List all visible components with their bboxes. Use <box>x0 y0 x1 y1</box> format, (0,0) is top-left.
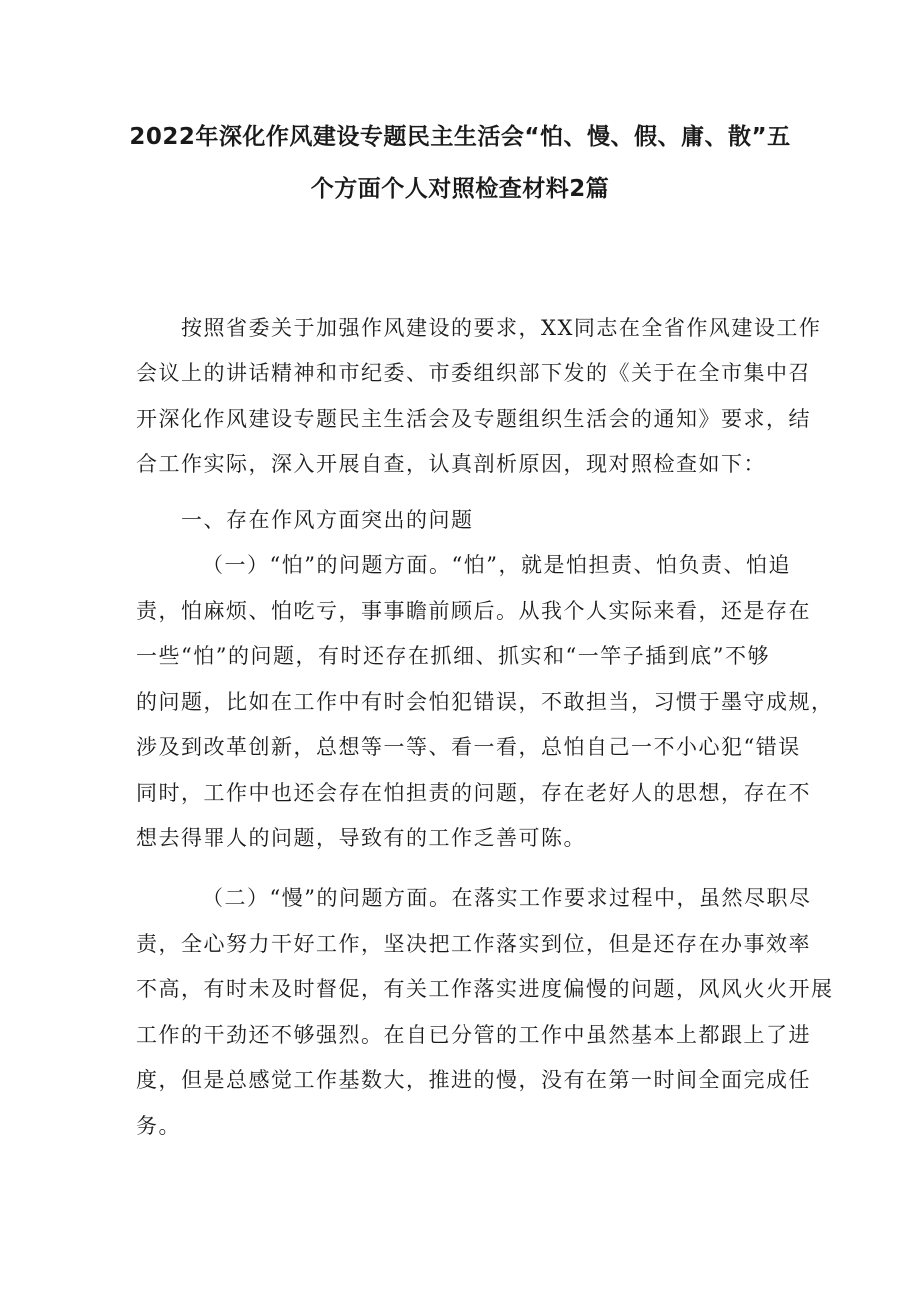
paragraph-line: 涉及到改革创新，总想等一等、看一看，总怕自己一不小心犯“错误 <box>136 735 801 759</box>
paragraph-line: 合工作实际，深入开展自查，认真剖析原因，现对照检查如下： <box>136 452 766 476</box>
paragraph-line: 开深化作风建设专题民主生活会及专题组织生活会的通知》要求，结 <box>136 407 811 431</box>
paragraph-line: 的问题，比如在工作中有时会怕犯错误，不敢担当，习惯于墨守成规， <box>136 690 834 714</box>
document-title-line-1: 2022年深化作风建设专题民主生活会“怕、慢、假、庸、散”五 <box>129 124 791 150</box>
section-heading: 一、存在作风方面突出的问题 <box>181 508 474 532</box>
paragraph-line: （一）“怕”的问题方面。“怕”，就是怕担责、怕负责、怕追 <box>202 553 791 577</box>
paragraph-line: 一些“怕”的问题，有时还存在抓细、抓实和“一竿子插到底”不够 <box>136 644 770 668</box>
paragraph-line: 想去得罪人的问题，导致有的工作乏善可陈。 <box>136 826 586 850</box>
document-title-line-2: 个方面个人对照检查材料2篇 <box>310 176 610 202</box>
paragraph-line: 工作的干劲还不够强烈。在自已分管的工作中虽然基本上都跟上了进 <box>136 1023 811 1047</box>
paragraph-line: 会议上的讲话精神和市纪委、市委组织部下发的《关于在全市集中召 <box>136 361 811 385</box>
paragraph-line: 按照省委关于加强作风建设的要求，XX同志在全省作风建设工作 <box>181 316 822 340</box>
paragraph-line: 同时，工作中也还会存在怕担责的问题，存在老好人的思想，存在不 <box>136 781 811 805</box>
paragraph-line: 责，怕麻烦、怕吃亏，事事瞻前顾后。从我个人实际来看，还是存在 <box>136 599 811 623</box>
paragraph-line: 度，但是总感觉工作基数大，推进的慢，没有在第一时间全面完成任 <box>136 1068 811 1092</box>
paragraph-line: （二）“慢”的问题方面。在落实工作要求过程中，虽然尽职尽 <box>202 886 812 910</box>
paragraph-line: 不高，有时未及时督促，有关工作落实进度偏慢的问题，风风火火开展 <box>136 977 834 1001</box>
paragraph-line: 务。 <box>136 1114 181 1138</box>
paragraph-line: 责，全心努力干好工作，坚决把工作落实到位，但是还存在办事效率 <box>136 932 811 956</box>
